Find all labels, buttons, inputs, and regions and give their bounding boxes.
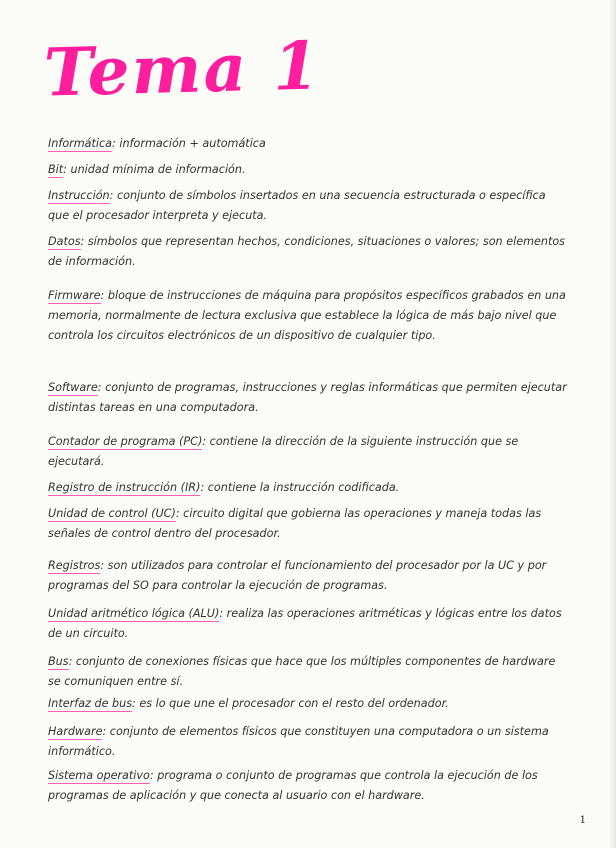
entry-text: : contiene la dirección de la siguiente instrucción que se ejecutará. [48, 435, 519, 468]
entry-text: : bloque de instrucciones de máquina para propósitos específicos grabados en una memoria, normalmente de lectura exclusiva que establece la lógica de más bajo nivel que controla los circuitos electrónicos de un dispositivo de cualquier tipo. [48, 289, 566, 342]
entry-interfaz-bus [48, 694, 568, 714]
entry-firmware [48, 286, 568, 346]
entry-text: : circuito digital que gobierna las operaciones y maneja todas las señales de control dentro del procesador. [48, 507, 542, 540]
entry-term: Software [48, 381, 98, 394]
entry-text: : conjunto de elementos físicos que constituyen una computadora o un sistema informático. [48, 725, 549, 758]
entry-text: : información + automática [112, 137, 266, 150]
entry-text: : símbolos que representan hechos, condiciones, situaciones o valores; son elementos de información. [48, 235, 566, 268]
entry-bus [48, 652, 568, 692]
entry-text: : conjunto de símbolos insertados en una secuencia estructurada o específica que el procesador interpreta y ejecuta. [48, 189, 546, 222]
page-edge-shadow [608, 0, 616, 848]
entry-term: Instrucción [48, 189, 110, 202]
entry-term: Interfaz de bus [48, 697, 133, 710]
entry-term: Sistema operativo [48, 769, 150, 782]
entry-registro-instruccion [48, 478, 568, 498]
entry-informatica [48, 134, 568, 154]
entry-text: : es lo que une el procesador con el resto del ordenador. [132, 697, 449, 710]
entry-term: Registros [48, 559, 101, 572]
entry-unidad-control [48, 504, 568, 544]
entry-term: Bit [48, 163, 64, 176]
entry-hardware [48, 722, 568, 762]
entry-bit [48, 160, 568, 180]
entry-term: Firmware [48, 289, 101, 302]
entry-text: : unidad mínima de información. [63, 163, 246, 176]
entry-text: : programa o conjunto de programas que controla la ejecución de los programas de aplicación y que conecta al usuario con el hardware. [48, 769, 538, 802]
entry-term: Hardware [48, 725, 103, 738]
entry-term: Unidad de control (UC) [48, 507, 176, 520]
entry-contador-programa [48, 432, 568, 472]
entry-instruccion [48, 186, 568, 226]
entry-text: : conjunto de programas, instrucciones y reglas informáticas que permiten ejecutar distintas tareas en una computadora. [48, 381, 567, 414]
entry-text: : conjunto de conexiones físicas que hace que los múltiples componentes de hardware se comuniquen entre sí. [48, 655, 556, 688]
entry-term: Contador de programa (PC) [48, 435, 203, 448]
entry-text: : realiza las operaciones aritméticas y lógicas entre los datos de un circuito. [48, 607, 562, 640]
entry-term: Bus [48, 655, 69, 668]
entry-sistema-operativo [48, 766, 568, 806]
entry-datos [48, 232, 568, 272]
entry-term: Registro de instrucción (IR) [48, 481, 201, 494]
entry-term: Informática [48, 137, 113, 150]
page-title: Tema 1 [43, 26, 323, 112]
entry-text: : contiene la instrucción codificada. [200, 481, 400, 494]
entry-alu [48, 604, 568, 644]
entry-term: Datos [48, 235, 81, 248]
entry-term: Unidad aritmético lógica (ALU) [48, 607, 220, 620]
page-number: 1 [579, 815, 586, 826]
entry-text: : son utilizados para controlar el funcionamiento del procesador por la UC y por programas del SO para controlar la ejecución de programas. [48, 559, 547, 592]
entry-registros [48, 556, 568, 596]
entry-software [48, 378, 568, 418]
